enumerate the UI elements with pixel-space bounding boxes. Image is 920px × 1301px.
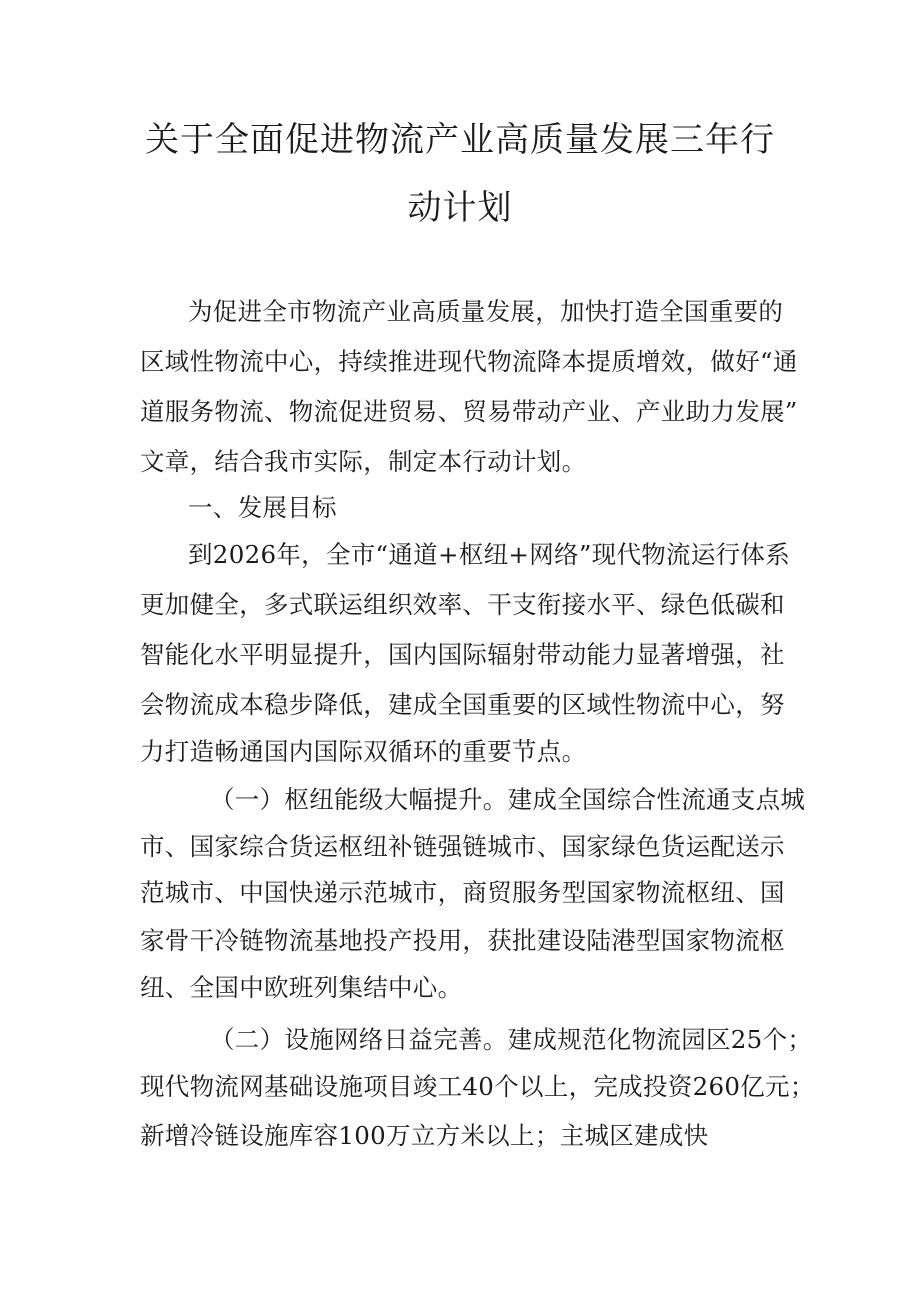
item-1-line: （一）枢纽能级大幅提升。建成全国综合性流通支点城 xyxy=(210,785,806,814)
item-2-line: 新增冷链设施库容100万立方米以上；主城区建成快 xyxy=(140,1121,709,1150)
goal-line: 更加健全，多式联运组织效率、干支衔接水平、绿色低碳和 xyxy=(140,590,785,619)
goal-line: 力打造畅通国内国际双循环的重要节点。 xyxy=(140,737,587,766)
item-1-line: 范城市、中国快递示范城市，商贸服务型国家物流枢纽、国 xyxy=(140,878,785,907)
item-1-line: 市、国家综合货运枢纽补链强链城市、国家绿色货运配送示 xyxy=(140,832,785,861)
goal-line: 到2026年，全市“通道+枢纽+网络”现代物流运行体系 xyxy=(188,540,791,569)
intro-line: 道服务物流、物流促进贸易、贸易带动产业、产业助力发展” xyxy=(140,397,798,426)
intro-line: 文章，结合我市实际，制定本行动计划。 xyxy=(140,447,587,476)
item-1-line: 纽、全国中欧班列集结中心。 xyxy=(140,973,463,1002)
goal-line: 会物流成本稳步降低，建成全国重要的区域性物流中心，努 xyxy=(140,690,785,719)
intro-line: 为促进全市物流产业高质量发展，加快打造全国重要的 xyxy=(188,297,784,326)
section-heading-development-goals: 一、发展目标 xyxy=(188,493,337,522)
item-2-line: （二）设施网络日益完善。建成规范化物流园区25个； xyxy=(210,1025,813,1054)
item-1-line: 家骨干冷链物流基地投产投用，获批建设陆港型国家物流枢 xyxy=(140,926,785,955)
document-title-line-1: 关于全面促进物流产业高质量发展三年行 xyxy=(145,120,775,160)
item-2-line: 现代物流网基础设施项目竣工40个以上，完成投资260亿元； xyxy=(140,1072,815,1101)
goal-line: 智能化水平明显提升，国内国际辐射带动能力显著增强，社 xyxy=(140,640,785,669)
document-title-line-2: 动计划 xyxy=(407,188,513,228)
intro-line: 区域性物流中心，持续推进现代物流降本提质增效，做好“通 xyxy=(140,347,798,376)
